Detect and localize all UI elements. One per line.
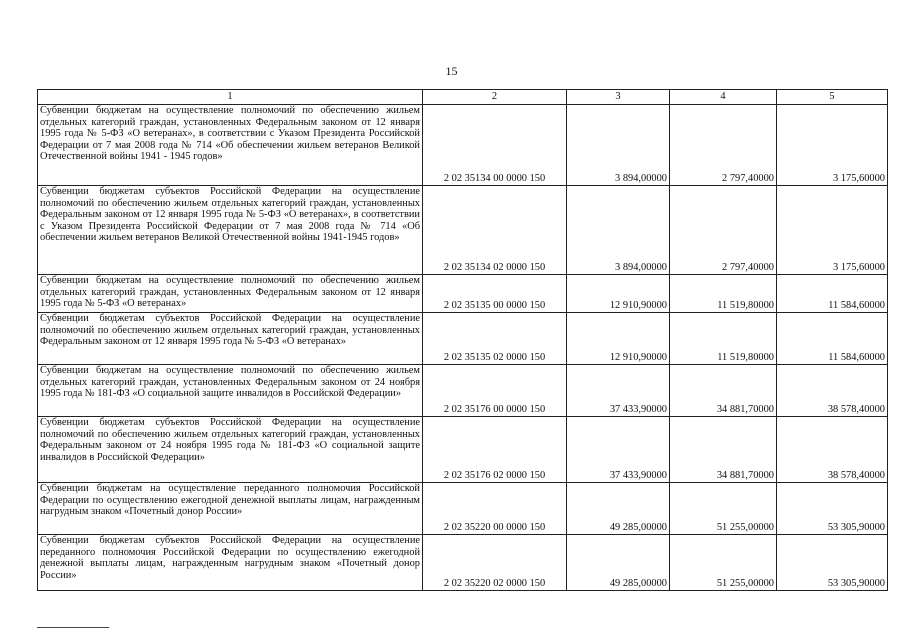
row-description: Субвенции бюджетам на осуществление полномочий по обеспечению жильем отдельных категорий граждан, установленных Федеральным законом от 12 января 1995 года № 5-ФЗ «О ветеранах»	[38, 275, 423, 313]
table-row	[38, 313, 888, 365]
row-description: Субвенции бюджетам на осуществление полномочий по обеспечению жильем отдельных категорий граждан, установленных Федеральным законом от 12 января 1995 года № 5-ФЗ «О ветеранах», в соответствии с Указом Президента Российской Федерации от 7 мая 2008 года № 714 «Об обеспечении жильем ветеранов Великой Отечественной войны 1941 - 1945 годов»	[38, 105, 423, 186]
column-header-5: 5	[777, 90, 888, 105]
row-value-col4: 2 797,40000	[670, 186, 777, 275]
row-value-col3: 3 894,00000	[567, 105, 670, 186]
row-value-col3: 49 285,00000	[567, 535, 670, 591]
row-value-col5: 38 578,40000	[777, 417, 888, 483]
row-value-col4: 51 255,00000	[670, 535, 777, 591]
row-description: Субвенции бюджетам субъектов Российской Федерации на осуществление переданного полномочия Российской Федерации по осуществлению ежегодной денежной выплаты лицам, награжденным нагрудным знаком «Почетный донор России»	[38, 535, 423, 591]
row-value-col4: 11 519,80000	[670, 313, 777, 365]
budget-table	[37, 89, 888, 591]
row-code: 2 02 35135 00 0000 150	[423, 275, 567, 313]
table-row	[38, 186, 888, 275]
row-description: Субвенции бюджетам субъектов Российской Федерации на осуществление полномочий по обеспечению жильем отдельных категорий граждан, установленных Федеральным законом от 24 ноября 1995 года № 181-ФЗ «О социальной защите инвалидов в Российской Федерации»	[38, 417, 423, 483]
row-value-col5: 3 175,60000	[777, 105, 888, 186]
table-row	[38, 365, 888, 417]
row-value-col3: 12 910,90000	[567, 275, 670, 313]
table-row	[38, 105, 888, 186]
table-row	[38, 535, 888, 591]
row-value-col5: 53 305,90000	[777, 483, 888, 535]
row-value-col4: 11 519,80000	[670, 275, 777, 313]
row-code: 2 02 35176 02 0000 150	[423, 417, 567, 483]
row-value-col5: 11 584,60000	[777, 313, 888, 365]
column-header-1: 1	[38, 90, 423, 105]
row-value-col3: 12 910,90000	[567, 313, 670, 365]
row-description: Субвенции бюджетам субъектов Российской Федерации на осуществление полномочий по обеспечению жильем отдельных категорий граждан, установленных Федеральным законом от 12 января 1995 года № 5-ФЗ «О ветеранах», в соответствии с Указом Президента Российской Федерации от 7 мая 2008 года № 714 «Об обеспечении жильем ветеранов Великой Отечественной войны 1941-1945 годов»	[38, 186, 423, 275]
row-value-col3: 37 433,90000	[567, 417, 670, 483]
row-value-col3: 37 433,90000	[567, 365, 670, 417]
row-value-col5: 3 175,60000	[777, 186, 888, 275]
row-value-col5: 11 584,60000	[777, 275, 888, 313]
row-value-col3: 49 285,00000	[567, 483, 670, 535]
row-value-col4: 51 255,00000	[670, 483, 777, 535]
row-value-col3: 3 894,00000	[567, 186, 670, 275]
row-description: Субвенции бюджетам на осуществление полномочий по обеспечению жильем отдельных категорий граждан, установленных Федеральным законом от 24 ноября 1995 года № 181-ФЗ «О социальной защите инвалидов в Российской Федерации»	[38, 365, 423, 417]
row-value-col4: 34 881,70000	[670, 417, 777, 483]
table-row	[38, 275, 888, 313]
row-code: 2 02 35134 02 0000 150	[423, 186, 567, 275]
table-row	[38, 417, 888, 483]
table-header-row	[38, 90, 888, 105]
page-number: 15	[445, 64, 458, 78]
row-code: 2 02 35135 02 0000 150	[423, 313, 567, 365]
row-value-col5: 53 305,90000	[777, 535, 888, 591]
row-description: Субвенции бюджетам субъектов Российской Федерации на осуществление полномочий по обеспечению жильем отдельных категорий граждан, установленных Федеральным законом от 12 января 1995 года № 5-ФЗ «О ветеранах»	[38, 313, 423, 365]
row-value-col4: 34 881,70000	[670, 365, 777, 417]
row-code: 2 02 35220 00 0000 150	[423, 483, 567, 535]
column-header-3: 3	[567, 90, 670, 105]
column-header-4: 4	[670, 90, 777, 105]
row-code: 2 02 35176 00 0000 150	[423, 365, 567, 417]
row-value-col5: 38 578,40000	[777, 365, 888, 417]
column-header-2: 2	[423, 90, 567, 105]
row-value-col4: 2 797,40000	[670, 105, 777, 186]
row-description: Субвенции бюджетам на осуществление переданного полномочия Российской Федерации по осуществлению ежегодной денежной выплаты лицам, награжденным нагрудным знаком «Почетный донор России»	[38, 483, 423, 535]
table-row	[38, 483, 888, 535]
row-code: 2 02 35220 02 0000 150	[423, 535, 567, 591]
row-code: 2 02 35134 00 0000 150	[423, 105, 567, 186]
footnote-separator	[37, 627, 109, 628]
